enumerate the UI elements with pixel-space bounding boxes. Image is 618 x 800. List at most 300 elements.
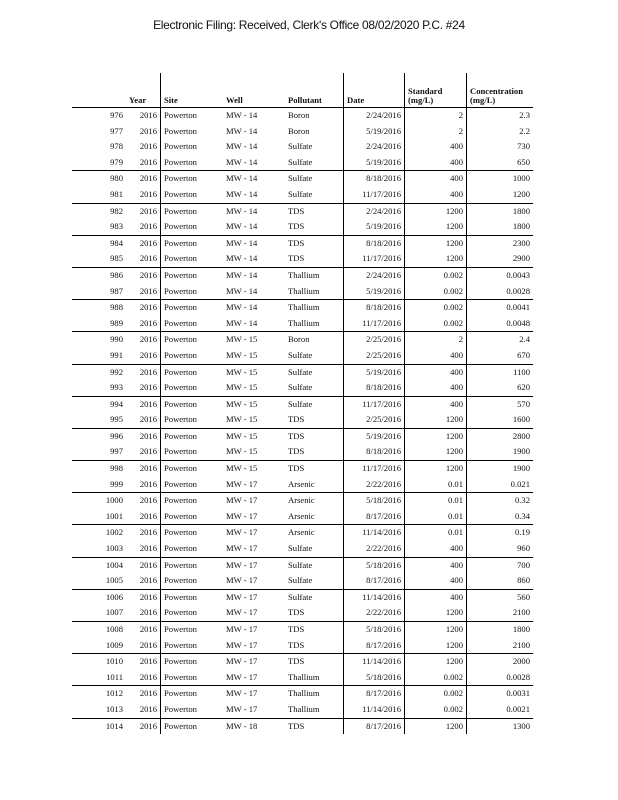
cell-year: 2016 bbox=[139, 221, 157, 232]
cell-concentration: 570 bbox=[467, 396, 534, 412]
cell-date: 5/18/2016 bbox=[344, 622, 405, 638]
cell-concentration: 0.0041 bbox=[467, 300, 534, 316]
cell-site: Powerton bbox=[161, 235, 224, 251]
cell-year: 2016 bbox=[126, 267, 161, 283]
cell-concentration: 2000 bbox=[467, 654, 534, 670]
cell-well: MW - 14 bbox=[226, 125, 258, 136]
cell-pollutant: Sulfate bbox=[288, 349, 313, 360]
table-body bbox=[72, 108, 533, 735]
cell-site: Powerton bbox=[161, 605, 224, 621]
cell-date: 2/25/2016 bbox=[344, 348, 405, 364]
cell-pollutant: TDS bbox=[288, 221, 305, 232]
cell-year: 2016 bbox=[126, 461, 161, 477]
cell-well: MW - 15 bbox=[226, 446, 258, 457]
cell-well: MW - 18 bbox=[223, 718, 285, 734]
cell-standard: 0.002 bbox=[405, 670, 467, 686]
table-row bbox=[72, 541, 533, 557]
cell-pollutant: TDS bbox=[288, 639, 305, 650]
table-row bbox=[72, 171, 533, 187]
table-row bbox=[72, 686, 533, 702]
cell-date: 5/19/2016 bbox=[344, 219, 405, 235]
cell-date: 5/18/2016 bbox=[344, 557, 405, 573]
cell-standard: 400 bbox=[405, 187, 467, 203]
cell-concentration: 730 bbox=[467, 139, 534, 155]
cell-standard: 0.002 bbox=[405, 300, 467, 316]
table-row bbox=[72, 300, 533, 316]
cell-year: 2016 bbox=[126, 718, 161, 734]
cell-standard: 1200 bbox=[405, 718, 467, 734]
cell-site: Powerton bbox=[161, 108, 224, 124]
cell-site: Powerton bbox=[161, 622, 224, 638]
cell-well: MW - 15 bbox=[226, 414, 258, 425]
cell-site: Powerton bbox=[161, 638, 224, 654]
cell-date: 2/24/2016 bbox=[344, 203, 405, 219]
cell-date: 2/24/2016 bbox=[344, 267, 405, 283]
cell-date: 8/18/2016 bbox=[344, 444, 405, 460]
cell-index: 998 bbox=[72, 461, 126, 477]
cell-pollutant: TDS bbox=[285, 428, 344, 444]
cell-site: Powerton bbox=[161, 380, 224, 396]
cell-pollutant: TDS bbox=[285, 718, 344, 734]
cell-well: MW - 14 bbox=[223, 267, 285, 283]
cell-standard: 0.002 bbox=[405, 267, 467, 283]
cell-site: Powerton bbox=[161, 267, 224, 283]
cell-concentration: 2800 bbox=[467, 428, 534, 444]
cell-date: 5/18/2016 bbox=[344, 493, 405, 509]
table-row bbox=[72, 412, 533, 428]
cell-date: 11/14/2016 bbox=[344, 654, 405, 670]
table-row bbox=[72, 203, 533, 219]
table-row bbox=[72, 509, 533, 525]
cell-concentration: 0.0021 bbox=[467, 702, 534, 718]
cell-year: 2016 bbox=[139, 414, 157, 425]
cell-standard: 400 bbox=[405, 541, 467, 557]
table-row bbox=[72, 444, 533, 460]
cell-index: 992 bbox=[72, 364, 126, 380]
cell-concentration: 0.19 bbox=[467, 525, 534, 541]
cell-index: 976 bbox=[72, 108, 126, 124]
cell-site: Powerton bbox=[161, 525, 224, 541]
cell-pollutant: Sulfate bbox=[288, 543, 313, 554]
cell-standard: 400 bbox=[405, 557, 467, 573]
cell-site: Powerton bbox=[161, 670, 224, 686]
cell-index: 985 bbox=[110, 253, 123, 264]
cell-standard: 400 bbox=[405, 348, 467, 364]
cell-standard: 400 bbox=[405, 171, 467, 187]
cell-year: 2016 bbox=[126, 235, 161, 251]
cell-pollutant: TDS bbox=[285, 203, 344, 219]
cell-date: 2/22/2016 bbox=[344, 541, 405, 557]
cell-index: 1014 bbox=[72, 718, 126, 734]
cell-concentration: 2100 bbox=[467, 605, 534, 621]
table-row bbox=[72, 235, 533, 251]
cell-well: MW - 15 bbox=[226, 382, 258, 393]
filing-header: Electronic Filing: Received, Clerk's Office 08/02/2020 P.C. #24 bbox=[153, 18, 465, 32]
cell-index: 995 bbox=[110, 414, 123, 425]
cell-year: 2016 bbox=[139, 285, 157, 296]
cell-standard: 1200 bbox=[405, 638, 467, 654]
cell-date: 8/17/2016 bbox=[344, 638, 405, 654]
table-row bbox=[72, 124, 533, 140]
cell-year: 2016 bbox=[126, 300, 161, 316]
table-row bbox=[72, 380, 533, 396]
cell-year: 2016 bbox=[139, 141, 157, 152]
cell-concentration: 670 bbox=[467, 348, 534, 364]
table-row bbox=[72, 654, 533, 670]
table-row bbox=[72, 525, 533, 541]
cell-concentration: 2900 bbox=[467, 251, 534, 267]
cell-index: 1003 bbox=[105, 543, 123, 554]
cell-site: Powerton bbox=[161, 509, 224, 525]
cell-pollutant: TDS bbox=[285, 622, 344, 638]
cell-well: MW - 14 bbox=[223, 300, 285, 316]
cell-index: 1012 bbox=[72, 686, 126, 702]
table-row bbox=[72, 493, 533, 509]
cell-year: 2016 bbox=[126, 686, 161, 702]
cell-concentration: 1900 bbox=[467, 444, 534, 460]
table-row bbox=[72, 364, 533, 380]
cell-well: MW - 17 bbox=[223, 654, 285, 670]
cell-standard: 1200 bbox=[405, 622, 467, 638]
cell-standard: 1200 bbox=[405, 412, 467, 428]
table-row bbox=[72, 573, 533, 589]
cell-date: 2/24/2016 bbox=[344, 108, 405, 124]
cell-index: 987 bbox=[110, 285, 123, 296]
cell-year: 2016 bbox=[139, 671, 157, 682]
cell-concentration: 2.4 bbox=[467, 332, 534, 348]
cell-date: 8/17/2016 bbox=[344, 718, 405, 734]
cell-date: 5/19/2016 bbox=[344, 124, 405, 140]
cell-year: 2016 bbox=[139, 703, 157, 714]
cell-year: 2016 bbox=[139, 317, 157, 328]
cell-pollutant: Thallium bbox=[288, 317, 320, 328]
cell-standard: 1200 bbox=[405, 203, 467, 219]
cell-site: Powerton bbox=[161, 124, 224, 140]
cell-well: MW - 17 bbox=[226, 607, 258, 618]
cell-well: MW - 17 bbox=[226, 478, 258, 489]
cell-well: MW - 17 bbox=[223, 622, 285, 638]
cell-concentration: 1300 bbox=[467, 718, 534, 734]
cell-well: MW - 17 bbox=[223, 557, 285, 573]
cell-concentration: 0.021 bbox=[467, 477, 534, 493]
cell-date: 2/22/2016 bbox=[344, 477, 405, 493]
cell-index: 981 bbox=[110, 188, 123, 199]
col-header-concentration: Concentration (mg/L) bbox=[467, 73, 534, 108]
col-header-pollutant: Pollutant bbox=[288, 95, 322, 105]
cell-well: MW - 14 bbox=[226, 253, 258, 264]
cell-year: 2016 bbox=[139, 575, 157, 586]
cell-standard: 1200 bbox=[405, 251, 467, 267]
cell-year: 2016 bbox=[139, 478, 157, 489]
table-row bbox=[72, 396, 533, 412]
cell-site: Powerton bbox=[161, 251, 224, 267]
cell-index: 1011 bbox=[106, 671, 123, 682]
cell-date: 11/17/2016 bbox=[344, 396, 405, 412]
cell-concentration: 1100 bbox=[467, 364, 534, 380]
cell-pollutant: TDS bbox=[288, 607, 305, 618]
col-header-year: Year bbox=[129, 95, 147, 105]
cell-site: Powerton bbox=[161, 428, 224, 444]
cell-site: Powerton bbox=[161, 477, 224, 493]
cell-concentration: 1800 bbox=[467, 622, 534, 638]
cell-standard: 400 bbox=[405, 364, 467, 380]
cell-date: 8/18/2016 bbox=[344, 171, 405, 187]
cell-standard: 400 bbox=[405, 139, 467, 155]
cell-concentration: 960 bbox=[467, 541, 534, 557]
cell-pollutant: Thallium bbox=[288, 671, 320, 682]
cell-well: MW - 17 bbox=[226, 510, 258, 521]
cell-year: 2016 bbox=[139, 543, 157, 554]
cell-date: 5/19/2016 bbox=[344, 428, 405, 444]
cell-well: MW - 17 bbox=[223, 686, 285, 702]
cell-concentration: 0.0028 bbox=[467, 284, 534, 300]
cell-well: MW - 14 bbox=[223, 203, 285, 219]
cell-date: 2/25/2016 bbox=[344, 412, 405, 428]
cell-index: 1004 bbox=[72, 557, 126, 573]
cell-well: MW - 15 bbox=[223, 461, 285, 477]
table-row bbox=[72, 219, 533, 235]
cell-concentration: 0.34 bbox=[467, 509, 534, 525]
cell-well: MW - 14 bbox=[226, 317, 258, 328]
cell-index: 1013 bbox=[105, 703, 123, 714]
cell-index: 1005 bbox=[105, 575, 123, 586]
cell-well: MW - 15 bbox=[223, 428, 285, 444]
col-header-date: Date bbox=[344, 73, 405, 108]
cell-standard: 2 bbox=[405, 332, 467, 348]
cell-pollutant: Arsenic bbox=[285, 493, 344, 509]
cell-well: MW - 14 bbox=[223, 171, 285, 187]
table-row bbox=[72, 670, 533, 686]
cell-site: Powerton bbox=[161, 187, 224, 203]
cell-well: MW - 17 bbox=[226, 639, 258, 650]
cell-site: Powerton bbox=[161, 364, 224, 380]
cell-well: MW - 15 bbox=[226, 349, 258, 360]
cell-concentration: 860 bbox=[467, 573, 534, 589]
cell-standard: 1200 bbox=[405, 461, 467, 477]
cell-site: Powerton bbox=[161, 171, 224, 187]
table-row bbox=[72, 251, 533, 267]
cell-standard: 1200 bbox=[405, 444, 467, 460]
cell-index: 982 bbox=[72, 203, 126, 219]
cell-index: 990 bbox=[72, 332, 126, 348]
cell-date: 8/17/2016 bbox=[344, 509, 405, 525]
cell-concentration: 0.0031 bbox=[467, 686, 534, 702]
cell-standard: 1200 bbox=[405, 654, 467, 670]
cell-site: Powerton bbox=[161, 702, 224, 718]
cell-year: 2016 bbox=[126, 364, 161, 380]
cell-site: Powerton bbox=[161, 348, 224, 364]
cell-pollutant: Thallium bbox=[288, 285, 320, 296]
cell-index: 979 bbox=[110, 156, 123, 167]
cell-site: Powerton bbox=[161, 654, 224, 670]
col-header-well: Well bbox=[226, 95, 243, 105]
cell-concentration: 620 bbox=[467, 380, 534, 396]
cell-standard: 400 bbox=[405, 589, 467, 605]
cell-pollutant: Sulfate bbox=[285, 364, 344, 380]
table-row bbox=[72, 316, 533, 332]
cell-year: 2016 bbox=[139, 607, 157, 618]
cell-standard: 1200 bbox=[405, 235, 467, 251]
cell-site: Powerton bbox=[161, 203, 224, 219]
cell-site: Powerton bbox=[161, 332, 224, 348]
cell-index: 980 bbox=[72, 171, 126, 187]
cell-concentration: 1800 bbox=[467, 219, 534, 235]
cell-year: 2016 bbox=[126, 396, 161, 412]
cell-concentration: 650 bbox=[467, 155, 534, 171]
cell-site: Powerton bbox=[161, 300, 224, 316]
cell-year: 2016 bbox=[139, 446, 157, 457]
cell-pollutant: Arsenic bbox=[288, 478, 315, 489]
cell-year: 2016 bbox=[126, 428, 161, 444]
cell-well: MW - 14 bbox=[226, 188, 258, 199]
cell-index: 989 bbox=[110, 317, 123, 328]
cell-site: Powerton bbox=[161, 589, 224, 605]
cell-pollutant: Thallium bbox=[285, 686, 344, 702]
cell-year: 2016 bbox=[139, 382, 157, 393]
cell-index: 986 bbox=[72, 267, 126, 283]
cell-concentration: 0.0043 bbox=[467, 267, 534, 283]
cell-standard: 0.01 bbox=[405, 477, 467, 493]
cell-date: 11/17/2016 bbox=[344, 251, 405, 267]
cell-year: 2016 bbox=[139, 349, 157, 360]
cell-pollutant: TDS bbox=[285, 461, 344, 477]
cell-year: 2016 bbox=[126, 589, 161, 605]
cell-standard: 0.01 bbox=[405, 493, 467, 509]
cell-index: 999 bbox=[110, 478, 123, 489]
cell-well: MW - 17 bbox=[223, 525, 285, 541]
table-header-row bbox=[72, 73, 533, 108]
cell-site: Powerton bbox=[161, 557, 224, 573]
cell-pollutant: Thallium bbox=[288, 703, 320, 714]
cell-date: 8/18/2016 bbox=[344, 300, 405, 316]
cell-well: MW - 17 bbox=[223, 589, 285, 605]
cell-year: 2016 bbox=[126, 557, 161, 573]
table-row bbox=[72, 348, 533, 364]
cell-pollutant: Thallium bbox=[285, 300, 344, 316]
cell-site: Powerton bbox=[161, 316, 224, 332]
cell-concentration: 1000 bbox=[467, 171, 534, 187]
cell-pollutant: TDS bbox=[285, 654, 344, 670]
cell-standard: 0.002 bbox=[405, 702, 467, 718]
cell-pollutant: Sulfate bbox=[288, 156, 313, 167]
cell-well: MW - 14 bbox=[226, 221, 258, 232]
cell-pollutant: Sulfate bbox=[288, 141, 313, 152]
cell-site: Powerton bbox=[161, 219, 224, 235]
col-header-standard: Standard (mg/L) bbox=[405, 73, 467, 108]
cell-date: 5/19/2016 bbox=[344, 284, 405, 300]
cell-date: 5/19/2016 bbox=[344, 364, 405, 380]
table-row bbox=[72, 622, 533, 638]
cell-index: 996 bbox=[72, 428, 126, 444]
cell-year: 2016 bbox=[139, 510, 157, 521]
cell-date: 11/14/2016 bbox=[344, 589, 405, 605]
cell-site: Powerton bbox=[161, 461, 224, 477]
cell-index: 1002 bbox=[72, 525, 126, 541]
cell-pollutant: Thallium bbox=[285, 267, 344, 283]
cell-concentration: 0.0048 bbox=[467, 316, 534, 332]
table-row bbox=[72, 605, 533, 621]
table-row bbox=[72, 108, 533, 124]
cell-well: MW - 14 bbox=[226, 156, 258, 167]
cell-index: 984 bbox=[72, 235, 126, 251]
cell-year: 2016 bbox=[126, 525, 161, 541]
table-row bbox=[72, 284, 533, 300]
cell-date: 2/24/2016 bbox=[344, 139, 405, 155]
cell-date: 5/18/2016 bbox=[344, 670, 405, 686]
cell-concentration: 0.0028 bbox=[467, 670, 534, 686]
cell-site: Powerton bbox=[161, 155, 224, 171]
cell-index: 1006 bbox=[72, 589, 126, 605]
cell-standard: 400 bbox=[405, 380, 467, 396]
cell-pollutant: TDS bbox=[288, 414, 305, 425]
cell-index: 1000 bbox=[72, 493, 126, 509]
cell-concentration: 0.32 bbox=[467, 493, 534, 509]
cell-standard: 1200 bbox=[405, 219, 467, 235]
cell-standard: 0.002 bbox=[405, 316, 467, 332]
cell-concentration: 1900 bbox=[467, 461, 534, 477]
cell-index: 1007 bbox=[105, 607, 123, 618]
cell-index: 1001 bbox=[105, 510, 123, 521]
cell-site: Powerton bbox=[161, 493, 224, 509]
cell-well: MW - 15 bbox=[223, 364, 285, 380]
cell-pollutant: Sulfate bbox=[285, 557, 344, 573]
cell-site: Powerton bbox=[161, 284, 224, 300]
cell-index: 994 bbox=[72, 396, 126, 412]
monitoring-data-table bbox=[72, 73, 533, 734]
cell-date: 8/17/2016 bbox=[344, 573, 405, 589]
table-row bbox=[72, 461, 533, 477]
cell-index: 1010 bbox=[72, 654, 126, 670]
cell-pollutant: Sulfate bbox=[288, 188, 313, 199]
cell-concentration: 2.2 bbox=[467, 124, 534, 140]
table-row bbox=[72, 332, 533, 348]
cell-index: 977 bbox=[110, 125, 123, 136]
table-row bbox=[72, 589, 533, 605]
cell-well: MW - 14 bbox=[226, 285, 258, 296]
cell-concentration: 700 bbox=[467, 557, 534, 573]
table-row bbox=[72, 139, 533, 155]
cell-pollutant: Sulfate bbox=[285, 589, 344, 605]
table-row bbox=[72, 267, 533, 283]
cell-standard: 400 bbox=[405, 573, 467, 589]
cell-site: Powerton bbox=[161, 396, 224, 412]
cell-date: 11/17/2016 bbox=[344, 316, 405, 332]
cell-well: MW - 15 bbox=[223, 332, 285, 348]
cell-year: 2016 bbox=[139, 253, 157, 264]
cell-pollutant: Sulfate bbox=[288, 382, 313, 393]
cell-site: Powerton bbox=[161, 412, 224, 428]
cell-index: 997 bbox=[110, 446, 123, 457]
cell-site: Powerton bbox=[161, 686, 224, 702]
cell-concentration: 1200 bbox=[467, 187, 534, 203]
cell-concentration: 2300 bbox=[467, 235, 534, 251]
cell-concentration: 1800 bbox=[467, 203, 534, 219]
cell-year: 2016 bbox=[126, 332, 161, 348]
table-row bbox=[72, 557, 533, 573]
cell-date: 11/17/2016 bbox=[344, 461, 405, 477]
cell-pollutant: Sulfate bbox=[285, 171, 344, 187]
cell-standard: 2 bbox=[405, 124, 467, 140]
cell-site: Powerton bbox=[161, 444, 224, 460]
cell-concentration: 2.3 bbox=[467, 108, 534, 124]
cell-pollutant: Boron bbox=[285, 108, 344, 124]
cell-well: MW - 17 bbox=[226, 575, 258, 586]
cell-site: Powerton bbox=[161, 139, 224, 155]
cell-year: 2016 bbox=[139, 639, 157, 650]
cell-standard: 1200 bbox=[405, 605, 467, 621]
cell-year: 2016 bbox=[139, 125, 157, 136]
cell-pollutant: Arsenic bbox=[288, 510, 315, 521]
